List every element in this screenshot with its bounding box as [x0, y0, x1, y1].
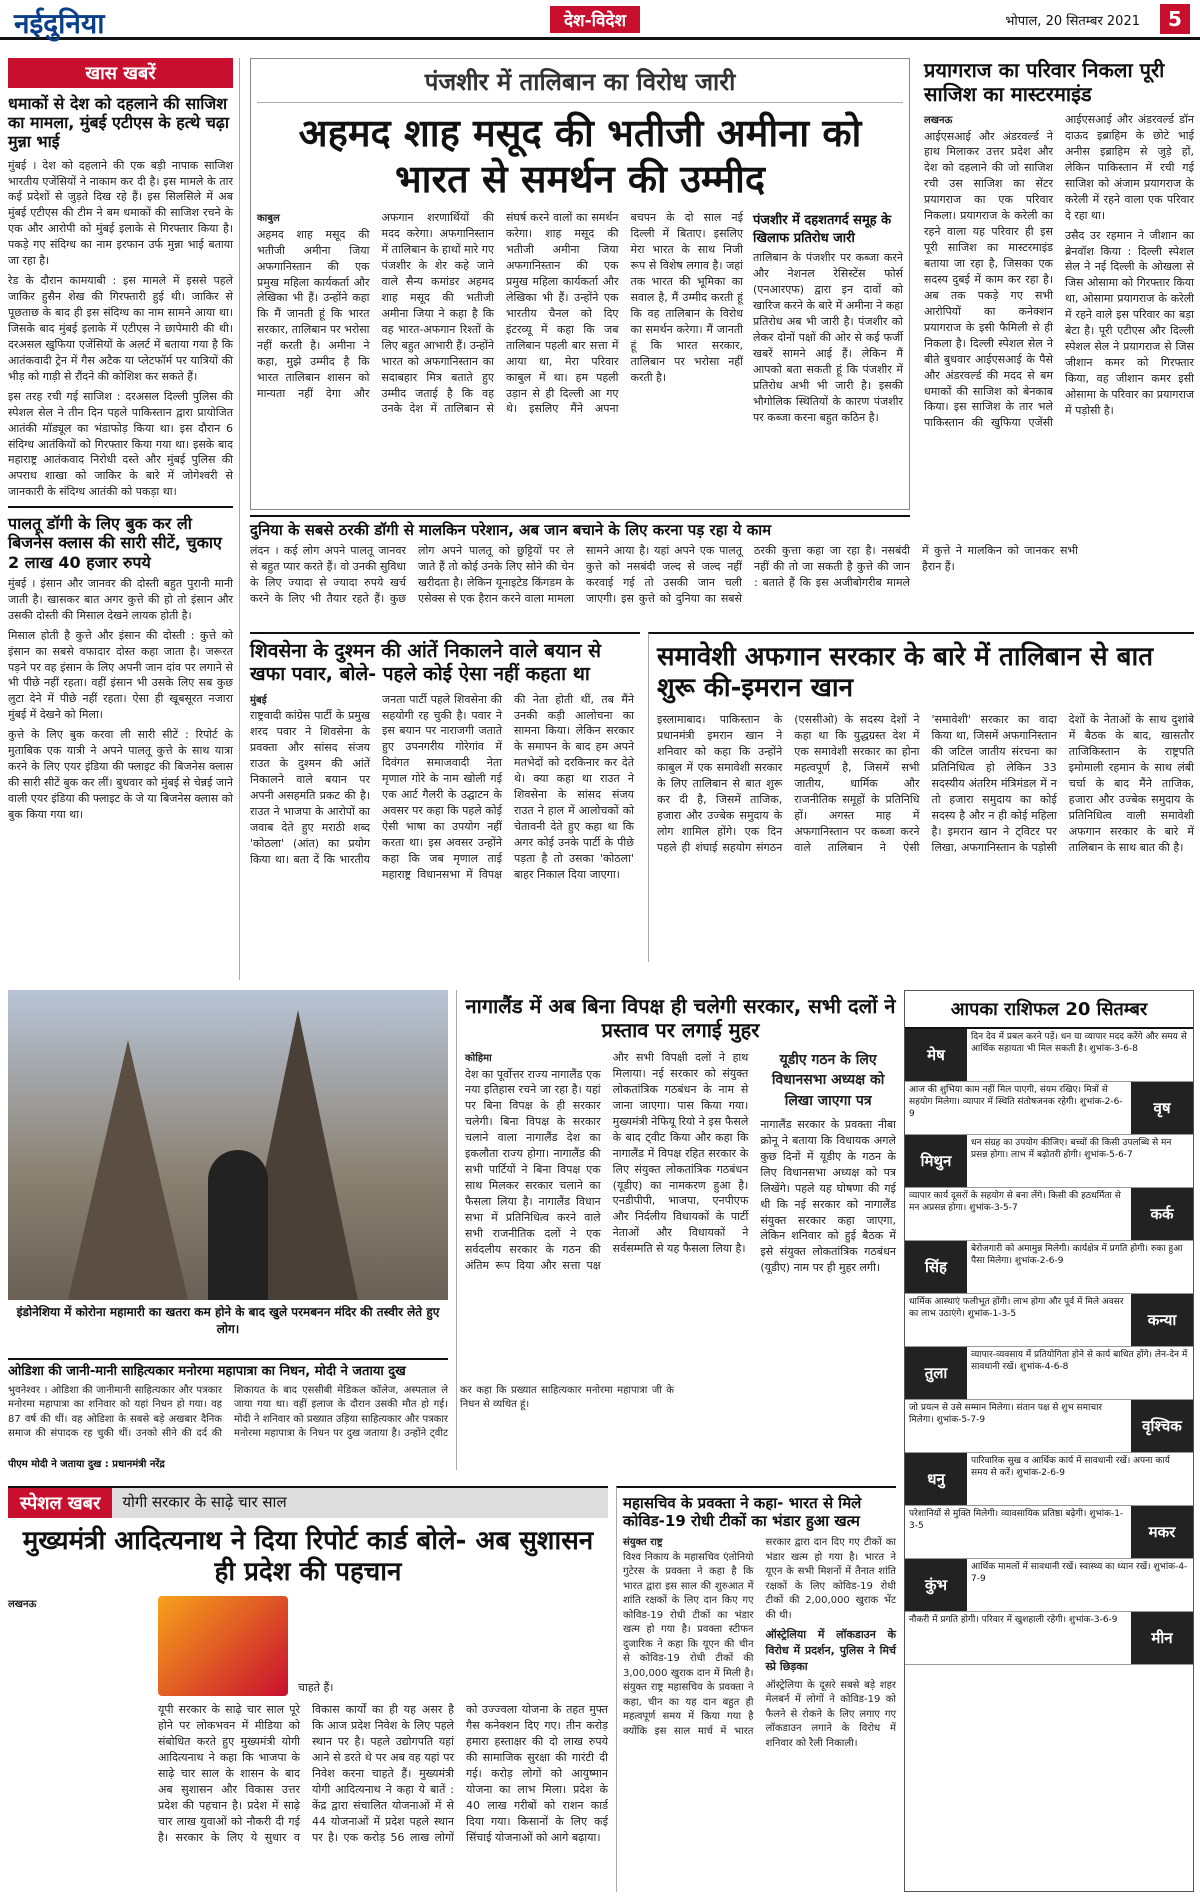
dog-story: [250, 515, 1078, 625]
panjshir-body-wrap: [257, 210, 903, 480]
rashi-row: [905, 1400, 1193, 1453]
dateline: मुंबई: [250, 694, 267, 706]
rashi-name: मकर: [1131, 1506, 1193, 1558]
temple-photo-block: [8, 990, 448, 1350]
rashi-row: [905, 1453, 1193, 1506]
rashi-row: [905, 1241, 1193, 1294]
story-headline: शिवसेना के दुश्मन की आंतें निकालने वाले बयान से खफा पवार, बोले- पहले कोई ऐसा नहीं कहता था: [250, 640, 602, 685]
khas-khabren-band: खास खबरें: [8, 58, 233, 88]
sidebar-body: तालिबान के पंजशीर पर कब्जा करने और नेशनल रेसिस्टेंस फोर्स (एनआरएफ) द्वारा इन दावों को खारिज करने के बारे में अमीना ने कहा प्रतिरोध अब भी जारी है। पंजशीर को लेकर दोनों पक्षों की ओर से कई फर्जी खबरें सामने आई हैं। लेकिन मैं आपको बता सकती हूं कि पंजशीर में प्रतिरोध अभी भी जारी है। इसकी भौगोलिक स्थितियों के कारण पंजशीर पर कब्जा करना बहुत कठिन है।: [753, 251, 903, 424]
story-body: [657, 712, 1194, 942]
rashi-name: तुला: [905, 1347, 967, 1399]
temple-photo: [8, 990, 448, 1300]
newspaper-logo: नईदुनिया: [14, 7, 105, 40]
story-paragraph: अहमद शाह मसूद की भतीजी अमीना जिया अफगानिस्तान की एक प्रमुख महिला कार्यकर्ता और लेखिका भी हैं। उन्होंने कहा कि मैं जानती हूं कि भारत सरकार, तालिबान पर भरोसा नहीं करती है। अमीना ने कहा, मुझे उम्मीद है कि भारत तालिबान शासन को मान्यता नहीं देगा और अफगान शरणार्थियों की मदद करेगा। अफगानिस्तान में तालिबान के हाथों मारे गए पंजशीर के शेर कहे जाने वाले सैन्य कमांडर अहमद शाह मसूद की भतीजी अमीना जिया ने कहा है कि वह भारत-अफगान रिश्तों के लिए बहुत आभारी हैं। उन्होंने भारत को अफगानिस्तान का सदाबहार मित्र बताते हुए उम्मीद जताई है कि वह उनके देश में तालिबान से संघर्ष करने वालों का समर्थन करेगा। शाह मसूद की भतीजी अमीना जिया अफगानिस्तान की एक प्रमुख महिला कार्यकर्ता और लेखिका भी हैं। उन्होंने एक भारतीय चैनल को दिए इंटरव्यू में कहा कि जब तालिबान पहली बार सत्ता में आया था, मेरा परिवार काबुल में था। हम पहली उड़ान से ही दिल्ली आ गए थे। इसलिए मैंने अपना बचपन के दो साल नई दिल्ली में बिताए। इसलिए मेरा भारत के साथ निजी रूप से विशेष लगाव है। जहां तक भारत की भूमिका का सवाल है, मैं उम्मीद करती हूं कि वह तालिबान के विरोध का समर्थन करेगा। मैं जानती हूं कि भारत सरकार, तालिबान पर भरोसा नहीं करती है।: [257, 211, 743, 416]
rashi-row: [905, 1082, 1193, 1135]
story-body: [924, 112, 1194, 702]
rashi-row: [905, 1612, 1193, 1665]
tourist-figure: [208, 1150, 268, 1300]
rashi-text: धन संग्रह का उपयोग कीजिए। बच्चों की किसी उपलब्धि से मन प्रसन्न होगा। लाभ में बढ़ोतरी होगी। शुभांक-5-6-7: [971, 1138, 1172, 1161]
divider: [8, 506, 233, 508]
rashi-text: जो प्रयत्न से उसे सम्मान मिलेगा। संतान पक्ष से शुभ समाचार मिलेगा। शुभांक-5-7-9: [909, 1403, 1103, 1426]
dateline: लखनऊ: [924, 115, 953, 126]
dateline: लखनऊ: [8, 1599, 37, 1611]
story-body: लंदन । कई लोग अपने पालतू जानवर से बहुत प्यार करते हैं। वो उनकी सुविधा के लिए ज्यादा से ज्यादा रुपये खर्च करने के लिए भी तैयार रहते हैं। कुछ लोग अपने पालतू को छुट्टियों पर ले जाते हैं तो कोई उनके लिए सोने की चेन खरीदता है। लेकिन यूनाइटेड किंगडम के एसेक्स से एक हैरान करने वाला मामला सामने आया है। यहां अपने एक पालतू कुत्ते को नसबंदी जल्द से जल्द नहीं करवाई गई तो उसकी जान चली जाएगी। इस कुत्ते को दुनिया का सबसे ठरकी कुत्ता कहा जा रहा है। नसबंदी नहीं की तो जा सकती है कुत्ते की जान : बताते हैं कि इस अजीबोगरीब मामले में कुत्ते ने मालकिन को जानकर सभी हैरान हैं।: [250, 544, 1078, 605]
panjshir-story: [250, 58, 910, 510]
odisha-story: [8, 1358, 674, 1476]
section-tag: देश-विदेश: [550, 6, 640, 33]
story-paragraph: नागालैंड सरकार के प्रवक्ता नीबा क्रोनू ने बताया कि विधायक अगले कुछ दिनों में यूडीए के गठन के लिए विधानसभा अध्यक्ष को पत्र लिखेंगे। पहले यह घोषणा की गई थी कि नई सरकार को नागालैंड संयुक्त सरकार कहा जाएगा, लेकिन शनिवार को हुई बैठक में इसे संयुक्त लोकतांत्रिक गठबंधन (यूडीए) नाम पर ही मुहर लगी।: [760, 1117, 896, 1275]
story-paragraph: विश्व निकाय के महासचिव एंतोनियो गुटेरस के प्रवक्ता ने कहा है कि भारत द्वारा इस साल की शुरुआत में शांति रक्षकों के लिए दान किए गए कोविड-19 रोधी टीकों का भंडार खत्म हो गया है। प्रवक्ता स्टीफन दुजारिक ने कहा कि यूएन की चीन से कोविड-19 रोधी टीकों की 3,00,000 खुराक दान में मिली है। संयुक्त राष्ट्र महासचिव के प्रवक्ता ने कहा, चीन का यह दान बहुत ही महत्वपूर्ण समय में किया गया है क्योंकि इस साल मार्च में भारत सरकार द्वारा दान दिए गए टीकों का भंडार खत्म हो गया है। भारत ने यूएन के सभी मिशनों में तैनात शांति रक्षकों के लिए कोविड-19 रोधी टीकों की 2,00,000 खुराक भेंट की थी।: [623, 1537, 896, 1737]
rashi-name: वृश्चिक: [1131, 1400, 1193, 1452]
rashi-name: कर्क: [1131, 1188, 1193, 1240]
rashi-row: [905, 1347, 1193, 1400]
masthead: [0, 0, 1200, 40]
story-paragraph: आईएसआई और अंडरवर्ल्ड ने हाथ मिलाकर उत्तर प्रदेश और देश को दहलाने की जो साजिश रची उस साजिश का सेंटर प्रयागराज का एक परिवार निकला। प्रयागराज के करेली का रहने वाला यह परिवार ही इस पूरी साजिश का मास्टरमाइंड बताया जा रहा है, जिसका एक सदस्य दुबई में काम कर रहा है। अब तक पकड़े गए सभी आरोपियों का कनेक्शन प्रयागराज के इसी फैमिली से ही निकला है। दिल्ली स्पेशल सेल ने बीते बुधवार आईएसआई के पैसे और अंडरवर्ल्ड की मदद से बम धमाकों की साजिश को बेनकाब किया। इस साजिश के तार भले पाकिस्तान की खुफिया एजेंसी आईएसआई और अंडरवर्ल्ड डॉन दाऊद इब्राहिम के छोटे भाई अनीस इब्राहिम से जुड़े हों, लेकिन पाकिस्तान में रची गई साजिश को अंजाम प्रयागराज के करेली में रहने वाला एक परिवार दे रहा था।: [924, 113, 1194, 430]
special-khabar-story: [8, 1486, 608, 1892]
rashi-name: मिथुन: [905, 1135, 967, 1187]
rashi-name: कन्या: [1131, 1294, 1193, 1346]
rashi-name: मीन: [1131, 1612, 1193, 1664]
rashi-list: [905, 1029, 1193, 1665]
story-paragraph: राष्ट्रवादी कांग्रेस पार्टी के प्रमुख शरद पवार ने शिवसेना के प्रवक्ता और सांसद संजय राउत के दुश्मन की आंतें निकालने वाले बयान पर अपनी असहमति प्रकट की है। राउत ने भाजपा के आरोपों का जवाब देते हुए मराठी शब्द 'कोठला' (आंत) का प्रयोग किया था। बता दें कि भारतीय जनता पार्टी पहले शिवसेना की सहयोगी रह चुकी है। पवार ने इस बयान पर नाराजगी जताते हुए उपनगरीय गोरेगांव में दिवंगत समाजवादी नेता मृणाल गोरे के नाम खोली गई एक आर्ट गैलरी के उद्घाटन के अवसर पर कहा कि पहले कोई ऐसी भाषा का उपयोग नहीं करता था। इस अवसर उन्होंने कहा कि जब मृणाल ताई महाराष्ट्र विधानसभा में विपक्ष की नेता होती थीं, तब मैंने उनकी कड़ी आलोचना का सामना किया। लेकिन सरकार के समापन के बाद हम अपने मतभेदों को दरकिनार कर देते थे। क्या कहा था राउत ने शिवसेना के सांसद संजय राउत ने हाल में आलोचकों को चेतावनी देते हुए कहा था कि अगर कोई उनके पार्टी के पीछे पड़ता है तो उसका 'कोठला' बाहर निकाल दिया जाएगा।: [250, 692, 634, 881]
sidebar-story: [753, 210, 903, 480]
story-headline: धमाकों से देश को दहलाने की साजिश का मामला, मुंबई एटीएस के हत्थे चढ़ा मुन्ना भाई: [8, 94, 230, 152]
special-photo-row: [158, 1596, 608, 1696]
story-paragraph: इस्लामाबाद। पाकिस्तान के प्रधानमंत्री इमरान खान ने शनिवार को कहा कि उन्होंने काबुल में एक समावेशी सरकार के लिए तालिबान से बात शुरू कर दी है, जिसमें ताजिक, हजारा और उज्बेक समुदाय के लोग शामिल होंगे। एक दिन पहले ही शंघाई सहयोग संगठन (एससीओ) के सदस्य देशों ने कहा था कि युद्धग्रस्त देश में एक समावेशी सरकार का होना महत्वपूर्ण है, जिसमें सभी जातीय, धार्मिक और राजनीतिक समूहों के प्रतिनिधि हों। अगस्त माह में अफगानिस्तान पर कब्जा करने वाले तालिबान ने ऐसी 'समावेशी' सरकार का वादा किया था, जिसमें अफगानिस्तान की जटिल जातीय संरचना का प्रतिनिधित्व हो लेकिन 33 सदस्यीय अंतरिम मंत्रिमंडल में न तो हजारा समुदाय का कोई सदस्य है और न ही कोई महिला है। इमरान खान ने ट्विटर पर लिखा, अफगानिस्तान के पड़ोसी देशों के नेताओं के साथ दुशांबे में बैठक के बाद, खासतौर ताजिकिस्तान के राष्ट्रपति इमोमाली रहमान के साथ लंबी चर्चा के बाद मैंने ताजिक, हजारा और उज्बेक समुदाय के प्रतिनिधित्व वाली समावेशी अफगान सरकार के बारे में तालिबान के साथ बात की है।: [657, 713, 1194, 854]
rashi-text: व्यापार-व्यवसाय में प्रतियोगिता होने से कार्य बाधित होंगे। लेन-देन में सावधानी रखें। शुभांक-4-6-8: [971, 1350, 1188, 1373]
story-headline: अहमद शाह मसूद की भतीजी अमीना को भारत से समर्थन की उम्मीद: [298, 111, 862, 201]
story-paragraph: भुवनेश्वर । ओडिशा की जानीमानी साहित्यकार और पत्रकार मनोरमा महापात्रा का शनिवार को यहां निधन हो गया। वह 87 वर्ष की थीं। वह ओडिशा के सबसे बड़े अखबार दैनिक समाज की संपादक रह चुकी थीं। उनको सीने की दर्द की शिकायत के बाद एससीबी मेडिकल कॉलेज, अस्पताल ले जाया गया था। वहीं इलाज के दौरान उसकी मौत हो गई। मोदी ने शनिवार को प्रख्यात उड़िया साहित्यकार और पत्रकार मनोरमा महापात्रा के निधन पर दुख जताया है। उन्होंने ट्वीट कर कहा कि प्रख्यात साहित्यकार मनोरमा महापात्रा जी के निधन से व्यथित हूं।: [8, 1384, 674, 1440]
rashi-text: व्यापार कार्य दूसरों के सहयोग से बना लेंगे। किसी की हठधर्मिता से मन अप्रसन्न होगा। शुभांक-3-5-7: [909, 1191, 1121, 1214]
rashi-name: धनु: [905, 1453, 967, 1505]
rashi-name: सिंह: [905, 1241, 967, 1293]
story-footer: पीएम मोदी ने जताया दुख : प्रधानमंत्री नरेंद्र: [8, 1458, 165, 1470]
sub-headline: ऑस्ट्रेलिया में लॉकडाउन के विरोध में प्रदर्शन, पुलिस ने मिर्च स्प्रे छिड़का: [765, 1628, 896, 1673]
story-paragraph: उसैद उर रहमान ने जीशान का ब्रेनवॉश किया : दिल्ली स्पेशल सेल ने नई दिल्ली के ओखला से जिस ओसामा को गिरफ्तार किया था, ओसामा प्रयागराज के करेली में रहने वाले इस परिवार का बड़ा बेटा है। पूरी एटीएस और दिल्ली स्पेशल सेल ने प्रयागराज से जिस जीशान कमर को गिरफ्तार किया, वह जीशान कमर इसी ओसामा के परिवार का प्रयागराज में पड़ोसी है।: [1065, 228, 1194, 417]
story-paragraph: इस तरह रची गई साजिश : दरअसल दिल्ली पुलिस की स्पेशल सेल ने तीन दिन पहले पाकिस्तान द्वारा प्रायोजित आतंकी मॉड्यूल का भंडाफोड़ किया था। इस दौरान 6 संदिग्ध आतंकियों को गिरफ्तार किया गया था। इसके बाद महाराष्ट्र आतंकवाद निरोधी दस्ते और मुंबई पुलिस की अपराध शाखा को जाकिर के बारे में जोगेश्वरी से जानकारी के संदिग्ध आतंकी को पकड़ा था।: [8, 389, 233, 499]
story-paragraph: ऑस्ट्रेलिया के दूसरे सबसे बड़े शहर मेलबर्न में लोगों ने कोविड-19 को फैलने से रोकने के लिए लगाए गए लॉकडाउन लगाने के विरोध में शनिवार को रैली निकाली।: [765, 1679, 896, 1749]
rashifal-header: आपका राशिफल 20 सितम्बर: [905, 991, 1193, 1029]
story-body: [8, 158, 233, 501]
special-band: स्पेशल खबर: [8, 1488, 112, 1518]
rashi-row: [905, 1559, 1193, 1612]
rashi-name: मेष: [905, 1029, 967, 1081]
rashifal-box: [904, 990, 1194, 1892]
rashi-row: [905, 1294, 1193, 1347]
prayagraj-story: [918, 58, 1194, 700]
rashi-row: [905, 1135, 1193, 1188]
imran-story: [648, 632, 1194, 962]
rashi-text: आर्थिक मामलों में सावधानी रखें। स्वास्थ्य का ध्यान रखें। शुभांक-4-7-9: [971, 1562, 1188, 1585]
photo-caption: इंडोनेशिया में कोरोना महामारी का खतरा कम होने के बाद खुले परमबनन मंदिर की तस्वीर लेते हुए लोग।: [16, 1305, 440, 1336]
story-headline: दुनिया के सबसे ठरकी डॉगी से मालकिन परेशान, अब जान बचाने के लिए करना पड़ रहा ये काम: [250, 521, 772, 539]
story-headline: पालतू डॉगी के लिए बुक कर ली बिजनेस क्लास की सारी सीटें, चुकाए 2 लाख 40 हजार रुपये: [8, 514, 222, 572]
story-body-left: [8, 1596, 148, 1886]
story-headline: महासचिव के प्रवक्ता ने कहा- भारत से मिले कोविड-19 रोधी टीकों का भंडार हुआ खत्म: [623, 1494, 862, 1530]
story-headline: मुख्यमंत्री आदित्यनाथ ने दिया रिपोर्ट कार्ड बोले- अब सुशासन ही प्रदेश की पहचान: [22, 1526, 594, 1588]
special-kicker: योगी सरकार के साढ़े चार साल: [112, 1488, 608, 1518]
rashi-text: परेशानियों से मुक्ति मिलेगी। व्यावसायिक प्रतिष्ठा बढ़ेगी। शुभांक-1-3-5: [909, 1509, 1124, 1532]
story-paragraph: कुत्ते के लिए बुक करवा ली सारी सीटें : रिपोर्ट के मुताबिक एक यात्री ने अपने पालतू कुत्ते के साथ यात्रा करने के लिए एयर इंडिया की फ्लाइट की बिजनेस क्लास की सारी सीटें बुक कर लीं। बुधवार को मुंबई से चेन्नई जाने वाली एयर इंडिया की फ्लाइट के जे या बिजनेस क्लास को बुक किया गया था।: [8, 728, 233, 821]
issue-date: भोपाल, 20 सितम्बर 2021: [1005, 14, 1140, 29]
special-right: [158, 1596, 608, 1886]
story-body: [250, 692, 634, 942]
special-band-row: [8, 1488, 608, 1518]
story-paragraph: रेड के दौरान कामयाबी : इस मामले में इससे पहले जाकिर हुसैन शेख की गिरफ्तारी हुई थी। जाकिर से पूछताछ के बाद ही इस संदिग्ध का नाम सामने आया था। जिसके बाद मुंबई इलाके में एटीएस ने छापेमारी की थी। दरअसल खुफिया एजेंसियों के अलर्ट में बताया गया है कि आतंकवादी ट्रेन में गैस अटैक या प्लेटफॉर्म पर यात्रियों की भीड़ को गाड़ी से रौंदने की कोशिश कर सकते हैं।: [8, 274, 233, 383]
story-headline: समावेशी अफगान सरकार के बारे में तालिबान से बात शुरू की-इमरान खान: [657, 642, 1154, 704]
story-body: यूपी सरकार के साढ़े चार साल पूरे होने पर लोकभवन में मीडिया को संबोधित करते हुए मुख्यमंत्री योगी आदित्यनाथ ने कहा कि भाजपा के साढ़े चार साल के शासन के बाद अब सुशासन और विकास उत्तर प्रदेश की पहचान है। प्रदेश में साढ़े चार लाख युवाओं को नौकरी दी गई है। सरकार के लिए ये सुधार व विकास कार्यों का ही यह असर है कि आज प्रदेश निवेश के लिए पहले स्थान पर है। पहले उद्योगपति यहां आने से डरते थे पर अब वह यहां पर निवेश करना चाहते हैं। मुख्यमंत्री योगी आदित्यनाथ ने कहा ये बातें : केंद्र द्वारा संचालित योजनाओं में से 44 योजनाओं में प्रदेश पहले स्थान पर है। एक करोड़ 56 लाख लोगों को उज्ज्वला योजना के तहत मुफ्त गैस कनेक्शन दिए गए। तीन करोड़ हमारा हस्ताक्षर की दो लाख रुपये की सामाजिक सुरक्षा की गारंटी दी गई। करोड़ लोगों को आयुष्मान योजना का लाभ मिला। प्रदेश के 40 लाख गरीबों को राशन कार्ड दिया गया। किसानों के लिए कई सिंचाई योजनाओं को आगे बढ़ाया।: [158, 1703, 608, 1844]
story-kicker: पंजशीर में तालिबान का विरोध जारी: [257, 65, 903, 103]
story-body: [623, 1536, 896, 1866]
dateline: संयुक्त राष्ट्र: [623, 1537, 663, 1548]
dateline: काबुल: [257, 213, 280, 225]
photo-adjacent-text: चाहते हैं।: [298, 1681, 334, 1695]
rashi-name: वृष: [1131, 1082, 1193, 1134]
sub-headline: यूडीए गठन के लिए विधानसभा अध्यक्ष को लिखा जाएगा पत्र: [771, 1052, 885, 1109]
rashi-text: आज की शुभिया काम नहीं मिल पाएगी, संयम रखिए। मित्रों से सहयोग मिलेगा। व्यापार में स्थिति संतोषजनक रहेगी। शुभांक-2-6-9: [909, 1085, 1123, 1120]
rashi-text: नौकरी में प्रगति होगी। परिवार में खुशहाली रहेगी। शुभांक-3-6-9: [909, 1615, 1118, 1625]
story-body: [8, 576, 233, 823]
story-headline: नागालैंड में अब बिना विपक्ष ही चलेगी सरकार, सभी दलों ने प्रस्ताव पर लगाई मुहर: [465, 994, 896, 1042]
sidebar-headline: पंजशीर में दहशतगर्द समूह के खिलाफ प्रतिरोध जारी: [753, 213, 892, 247]
story-paragraph: देश का पूर्वोत्तर राज्य नागालैंड एक नया इतिहास रचने जा रहा है। यहां पर बिना विपक्ष के ही सरकार चलेगी। बिना विपक्ष के सरकार चलाने वाला नागालैंड देश का इकलौता राज्य होगा। नागालैंड की सभी पार्टियों ने बिना विपक्ष एक साथ मिलकर सरकार चलाने का फैसला लिया है। नागालैंड विधान सभा में प्रतिनिधित्व करने वाले सभी राजनीतिक दलों ने एक सर्वदलीय सरकार के गठन की अंतिम रूप दिया और सत्ता पक्ष और सभी विपक्षी दलों ने हाथ मिलाया। नई सरकार को संयुक्त लोकतांत्रिक गठबंधन के नाम से जाना जाएगा। पास किया गया। मुख्यमंत्री नेफियू रियो ने इस फैसले के बाद ट्वीट किया और कहा कि नागालैंड में विपक्ष रहित सरकार के लिए संयुक्त लोकतांत्रिक गठबंधन (यूडीए) का नामकरण हुआ है। एनडीपीपी, भाजपा, एनपीएफ और निर्दलीय विधायकों के पार्टी नेताओं और विधायकों ने सर्वसम्मति से यह फैसला लिया है।: [465, 1051, 749, 1272]
page-number: 5: [1160, 4, 1190, 34]
story-headline: प्रयागराज का परिवार निकला पूरी साजिश का मास्टरमाइंड: [924, 58, 1165, 106]
rashi-text: बेरोजगारी को अमामुन्न मिलेगी। कार्यक्षेत्र में प्रगति होगी। रुका हुआ पैसा मिलेगा। शुभांक-2-6-9: [971, 1244, 1183, 1267]
rashi-row: [905, 1029, 1193, 1082]
dateline: कोहिमा: [465, 1053, 492, 1064]
rashi-text: दिन देव में प्रबल करने पड़ें। धन या व्यापार मदद करेंगे और समय से आर्थिक सहायता भी मिल सकती है। शुभांक-3-6-8: [971, 1032, 1187, 1055]
story-body: [257, 210, 743, 472]
temple-shape: [68, 1040, 188, 1300]
story-paragraph: मुंबई । देश को दहलाने की एक बड़ी नापाक साजिश भारतीय एजेंसियों ने नाकाम कर दी है। इस मामले के तार कई प्रदेशों से जुड़ते दिख रहे हैं। इस सिलसिले में अब मुंबई एटीएस की टीम ने बम धमाकों की साजिश रचने के एक और आरोपी को मुंबई इलाके से गिरफ्तार किया है। पकड़े गए संदिग्ध का नाम इरफान उर्फ मुन्ना भाई बताया जा रहा है।: [8, 158, 233, 268]
rashi-row: [905, 1506, 1193, 1559]
rashi-text: धार्मिक आस्थाएं फलीभूत होंगी। लाभ होगा और पूर्व में मिले अवसर का लाभ उठाएंगे। शुभांक-1-3-5: [909, 1297, 1124, 1320]
rashi-name: कुंभ: [905, 1559, 967, 1611]
shivsena-story: [250, 632, 640, 962]
covid-story: [616, 1486, 896, 1892]
story-paragraph: मिसाल होती है कुत्ते और इंसान की दोस्ती : कुत्ते को इंसान का सबसे वफादार दोस्त कहा जाता है। जरूरत पड़ने पर वह इंसान के लिए अपनी जान दांव पर लगाने से भी पीछे नहीं रहता। वहीं इंसान भी उसके लिए सब कुछ लुटा देने में पीछे नहीं रहता। ऐसा ही खूबसूरत नजारा मुंबई में देखने को मिला।: [8, 628, 233, 722]
chief-minister-photo: [158, 1596, 288, 1696]
story-paragraph: मुंबई । इंसान और जानवर की दोस्ती बहुत पुरानी मानी जाती है। खासकर बात अगर कुत्ते की हो तो इंसान और उसकी दोस्ती की मिसाल देखने लायक होती है।: [8, 576, 233, 622]
story-headline: ओडिशा की जानी-मानी साहित्यकार मनोरमा महापात्रा का निधन, मोदी ने जताया दुख: [8, 1364, 406, 1379]
story-body: [8, 1384, 674, 1456]
special-body-wrap: [8, 1596, 608, 1886]
khas-khabren-column: [8, 58, 240, 980]
rashi-text: पारिवारिक सुख व आर्थिक कार्य में सावधानी रखें। अपना कार्य समय से करें। शुभांक-2-6-9: [971, 1456, 1170, 1479]
rashi-row: [905, 1188, 1193, 1241]
